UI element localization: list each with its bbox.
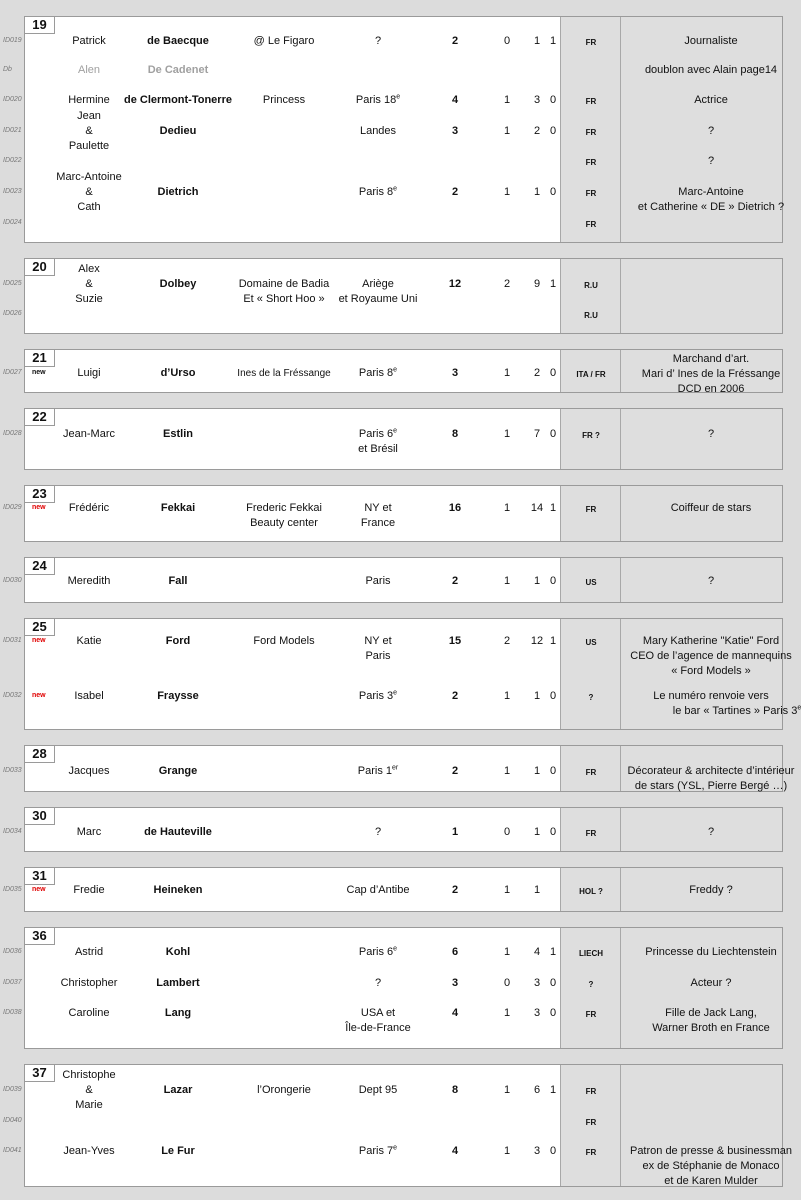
record-id: ID040 <box>3 1117 22 1124</box>
organisation: Domaine de Badia <box>238 278 330 290</box>
count-a: 1 <box>503 884 511 896</box>
note: Décorateur & architecte d’intérieur <box>627 765 795 777</box>
first-name: Hermine <box>68 94 110 106</box>
location-text: Paris 8 <box>358 367 394 379</box>
note-2: ex de Stéphanie de Monaco <box>642 1160 780 1172</box>
count-c: 1 <box>549 946 557 958</box>
count-a: 0 <box>503 35 511 47</box>
record-id: ID029 <box>3 504 22 511</box>
count-a: 0 <box>503 826 511 838</box>
first-name-2: Suzie <box>75 293 103 305</box>
ampersand: & <box>85 186 93 198</box>
record-id: ID025 <box>3 280 22 287</box>
block-number: 36 <box>24 927 55 945</box>
note-2: de stars (YSL, Pierre Bergé …) <box>634 780 788 792</box>
location-text: Paris 1 <box>357 765 393 777</box>
count-c: 1 <box>549 635 557 647</box>
location-text: Paris 6 <box>358 428 394 440</box>
last-name: Lambert <box>156 977 200 989</box>
record-id: ID028 <box>3 430 22 437</box>
location-suffix: er <box>392 764 399 772</box>
count-a: 1 <box>503 186 511 198</box>
location-text: USA et <box>360 1007 396 1019</box>
record-block <box>3 408 783 470</box>
location <box>365 574 390 589</box>
count-c: 0 <box>549 125 557 137</box>
count-total: 4 <box>451 94 459 106</box>
count-c: 0 <box>549 575 557 587</box>
country-code: ? <box>588 980 594 989</box>
note: Freddy ? <box>689 884 733 896</box>
count-a: 1 <box>503 502 511 514</box>
note-3: « Ford Models » <box>671 665 751 677</box>
location-suffix: e <box>393 1144 398 1152</box>
record-id: ID033 <box>3 767 22 774</box>
count-b: 2 <box>533 367 541 379</box>
record-id: ID019 <box>3 37 22 44</box>
count-total: 2 <box>451 884 459 896</box>
block-number: 20 <box>24 258 55 276</box>
location-text: NY et <box>364 635 392 647</box>
country-code: FR <box>585 128 597 137</box>
first-name: Fredie <box>73 884 105 896</box>
count-total: 12 <box>448 278 462 290</box>
location <box>359 1144 397 1159</box>
location-text: Dept 95 <box>358 1084 398 1096</box>
count-c: 0 <box>549 690 557 702</box>
count-c: 0 <box>549 1145 557 1157</box>
country-code: FR <box>585 38 597 47</box>
record-block <box>3 807 783 852</box>
organisation: Frederic Fekkai <box>246 502 322 514</box>
location-text: Paris 6 <box>358 946 394 958</box>
record-block <box>3 867 783 912</box>
note-2: Mari d’ Ines de la Fréssange <box>641 368 781 380</box>
first-name: Meredith <box>67 575 111 587</box>
count-a: 1 <box>503 1007 511 1019</box>
record-id: ID041 <box>3 1147 22 1154</box>
last-name: Dolbey <box>159 278 197 290</box>
count-total: 4 <box>451 1145 459 1157</box>
block-number: 22 <box>24 408 55 426</box>
count-b: 1 <box>533 35 541 47</box>
location-text: Ariège <box>362 278 394 290</box>
count-b: 6 <box>533 1084 541 1096</box>
count-c: 0 <box>549 428 557 440</box>
first-name: Luigi <box>77 367 101 379</box>
country-code: US <box>585 638 597 647</box>
ampersand: & <box>85 278 93 290</box>
count-b: 3 <box>533 1007 541 1019</box>
location <box>358 764 398 779</box>
country-code: FR <box>585 1010 597 1019</box>
note-2: et Catherine « DE » Dietrich ? <box>637 201 785 213</box>
country-code: ? <box>588 693 594 702</box>
block-number: 19 <box>24 16 55 34</box>
country-code: ITA / FR <box>576 370 606 379</box>
count-a: 1 <box>503 575 511 587</box>
count-a: 0 <box>503 977 511 989</box>
record-block <box>3 258 783 334</box>
count-total: 3 <box>451 367 459 379</box>
count-total: 6 <box>451 946 459 958</box>
record-block <box>3 1064 793 1187</box>
first-name-2: Cath <box>77 201 101 213</box>
note: Patron de presse & businessman <box>629 1145 793 1157</box>
organisation: Princess <box>262 94 306 106</box>
location-suffix: e <box>393 185 398 193</box>
note: Acteur ? <box>690 977 732 989</box>
first-name: Christopher <box>60 977 118 989</box>
record-block <box>3 927 783 1049</box>
note: doublon avec Alain page14 <box>644 64 778 76</box>
note-2 <box>673 704 801 719</box>
location-suffix: e <box>393 366 398 374</box>
country-code: FR <box>585 97 597 106</box>
first-name: Isabel <box>74 690 104 702</box>
count-a: 1 <box>503 765 511 777</box>
count-c: 0 <box>549 94 557 106</box>
count-total: 3 <box>451 125 459 137</box>
count-b: 9 <box>533 278 541 290</box>
block-number: 30 <box>24 807 55 825</box>
country-code: R.U <box>584 311 598 320</box>
location-2: et Brésil <box>358 443 398 455</box>
last-name: Estlin <box>163 428 193 440</box>
location-text: Paris 8 <box>358 186 394 198</box>
count-c: 0 <box>549 826 557 838</box>
country-code: FR <box>585 220 597 229</box>
location-suffix: e <box>393 427 398 435</box>
note: Coiffeur de stars <box>670 502 752 514</box>
country-code: FR <box>585 768 597 777</box>
new-flag: new <box>32 692 46 699</box>
count-a: 1 <box>503 1084 511 1096</box>
count-b: 14 <box>530 502 544 514</box>
location-2: Paris <box>365 650 391 662</box>
count-a: 1 <box>503 946 511 958</box>
record-id: ID032 <box>3 692 22 699</box>
country-code: FR <box>585 1118 597 1127</box>
last-name: de Clermont-Tonerre <box>124 94 232 106</box>
count-c: 0 <box>549 186 557 198</box>
count-b: 1 <box>533 575 541 587</box>
count-total: 2 <box>451 690 459 702</box>
location <box>356 93 400 108</box>
count-total: 2 <box>451 575 459 587</box>
location-text: ? <box>374 826 382 838</box>
block-number: 21 <box>24 349 55 367</box>
record-id: ID022 <box>3 157 22 164</box>
block-number: 31 <box>24 867 55 885</box>
block-number: 24 <box>24 557 55 575</box>
count-total: 8 <box>451 428 459 440</box>
first-name: Patrick <box>72 35 106 47</box>
note: Mary Katherine "Katie" Ford <box>642 635 780 647</box>
organisation: l’Orongerie <box>257 1084 311 1096</box>
last-name: de Hauteville <box>144 826 212 838</box>
last-name: Lazar <box>163 1084 193 1096</box>
record-id: ID023 <box>3 188 22 195</box>
location-2: France <box>360 517 396 529</box>
count-c: 1 <box>549 35 557 47</box>
record-block <box>3 16 785 243</box>
last-name: De Cadenet <box>147 64 209 76</box>
note: Marc-Antoine <box>678 186 744 198</box>
country-code: HOL ? <box>579 887 603 896</box>
last-name: Fall <box>168 575 188 587</box>
organisation-2: Et « Short Hoo » <box>243 293 325 305</box>
location <box>364 634 391 649</box>
record-id: ID038 <box>3 1009 22 1016</box>
ampersand: & <box>85 125 93 137</box>
note: Princesse du Liechtenstein <box>645 946 777 958</box>
note: Fille de Jack Lang, <box>665 1007 757 1019</box>
count-c: 0 <box>549 977 557 989</box>
country-code: LIECH <box>579 949 603 958</box>
count-total: 2 <box>451 186 459 198</box>
record-block <box>3 618 801 730</box>
count-a: 1 <box>503 367 511 379</box>
record-id: ID020 <box>3 96 22 103</box>
note-2: CEO de l’agence de mannequins <box>630 650 792 662</box>
note-3: DCD en 2006 <box>677 383 745 395</box>
first-name: Jean-Marc <box>63 428 115 440</box>
note: ? <box>707 575 715 587</box>
first-name: Jean <box>77 110 101 122</box>
count-c: 0 <box>549 765 557 777</box>
count-total: 16 <box>448 502 462 514</box>
note: ? <box>707 125 715 137</box>
country-code: FR ? <box>582 431 600 440</box>
count-c: 1 <box>549 502 557 514</box>
record-id: ID021 <box>3 127 22 134</box>
first-name: Caroline <box>68 1007 110 1019</box>
location-text: NY et <box>364 502 392 514</box>
last-name: de Baecque <box>147 35 209 47</box>
country-code: FR <box>585 1148 597 1157</box>
count-b: 12 <box>530 635 544 647</box>
count-c: 0 <box>549 367 557 379</box>
last-name: Grange <box>158 765 198 777</box>
count-c: 1 <box>549 278 557 290</box>
count-b: 1 <box>533 826 541 838</box>
note: ? <box>707 155 715 167</box>
first-name: Marc-Antoine <box>56 171 122 183</box>
location-2: Île-de-France <box>345 1022 411 1034</box>
record-id: ID035 <box>3 886 22 893</box>
note: Le numéro renvoie vers <box>653 690 769 702</box>
ampersand: & <box>85 1084 93 1096</box>
first-name: Jacques <box>68 765 110 777</box>
count-a: 2 <box>503 278 511 290</box>
count-c: 0 <box>549 1007 557 1019</box>
location <box>347 883 410 898</box>
block-number: 37 <box>24 1064 55 1082</box>
record-id: ID039 <box>3 1086 22 1093</box>
country-code: FR <box>585 189 597 198</box>
block-number: 25 <box>24 618 55 636</box>
country-code: R.U <box>584 281 598 290</box>
note: ? <box>707 826 715 838</box>
note: Journaliste <box>684 35 738 47</box>
last-name: d’Urso <box>160 367 196 379</box>
note: ? <box>707 428 715 440</box>
count-b: 1 <box>533 186 541 198</box>
organisation: @ Le Figaro <box>253 35 315 47</box>
count-b: 4 <box>533 946 541 958</box>
country-code: FR <box>585 505 597 514</box>
location <box>361 1006 395 1021</box>
count-b: 3 <box>533 977 541 989</box>
count-a: 1 <box>503 1145 511 1157</box>
count-a: 2 <box>503 635 511 647</box>
count-a: 1 <box>503 94 511 106</box>
count-c: 1 <box>549 1084 557 1096</box>
note: Actrice <box>694 94 728 106</box>
location <box>359 366 397 381</box>
new-flag: new <box>32 886 46 893</box>
location-2: et Royaume Uni <box>338 293 418 305</box>
count-total: 3 <box>451 977 459 989</box>
record-block <box>3 349 783 395</box>
note-3: et de Karen Mulder <box>664 1175 758 1187</box>
new-flag: new <box>32 504 46 511</box>
first-name: Alex <box>78 263 100 275</box>
new-flag: new <box>32 637 46 644</box>
location <box>359 427 397 442</box>
count-a: 1 <box>503 428 511 440</box>
location <box>362 277 394 292</box>
last-name: Lang <box>164 1007 192 1019</box>
record-id: ID034 <box>3 828 22 835</box>
location-text: Paris <box>365 575 391 587</box>
record-block <box>3 745 795 792</box>
count-total: 4 <box>451 1007 459 1019</box>
location <box>359 689 397 704</box>
count-b: 2 <box>533 125 541 137</box>
record-block <box>3 557 783 603</box>
first-name: Frédéric <box>68 502 110 514</box>
location <box>364 501 391 516</box>
count-total: 15 <box>448 635 462 647</box>
organisation: Ines de la Fréssange <box>237 368 331 379</box>
record-id: ID031 <box>3 637 22 644</box>
record-block <box>3 485 783 542</box>
location <box>375 34 381 49</box>
count-total: 1 <box>451 826 459 838</box>
last-name: Heineken <box>153 884 203 896</box>
count-a: 1 <box>503 125 511 137</box>
first-name: Alen <box>77 64 101 76</box>
location-suffix: e <box>393 689 398 697</box>
first-name: Christophe <box>62 1069 116 1081</box>
record-id: ID026 <box>3 310 22 317</box>
location-text: Paris 3 <box>358 690 394 702</box>
location-text: Landes <box>359 125 397 137</box>
location-text: Paris 18 <box>355 94 397 106</box>
location <box>359 945 397 960</box>
country-code: FR <box>585 1087 597 1096</box>
last-name: Ford <box>165 635 191 647</box>
first-name: Astrid <box>74 946 104 958</box>
first-name: Marc <box>76 826 102 838</box>
location-text: Cap d’Antibe <box>346 884 410 896</box>
location <box>359 185 397 200</box>
new-flag: new <box>32 369 46 376</box>
count-b: 1 <box>533 690 541 702</box>
note: Marchand d’art. <box>672 353 750 365</box>
last-name: Dietrich <box>157 186 199 198</box>
record-id: ID024 <box>3 219 22 226</box>
record-id: ID037 <box>3 979 22 986</box>
first-name-2: Paulette <box>68 140 110 152</box>
last-name: Fekkai <box>160 502 196 514</box>
location <box>375 976 381 991</box>
first-name-2: Marie <box>75 1099 103 1111</box>
first-name: Katie <box>76 635 102 647</box>
organisation: Ford Models <box>253 635 315 647</box>
first-name: Jean-Yves <box>63 1145 115 1157</box>
count-b: 3 <box>533 1145 541 1157</box>
record-id: ID027 <box>3 369 22 376</box>
count-a: 1 <box>503 690 511 702</box>
note-2: Warner Broth en France <box>652 1022 770 1034</box>
count-b: 3 <box>533 94 541 106</box>
record-id: ID030 <box>3 577 22 584</box>
block-number: 23 <box>24 485 55 503</box>
record-id: Db <box>3 66 12 73</box>
record-id: ID036 <box>3 948 22 955</box>
country-code: FR <box>585 158 597 167</box>
location-text: ? <box>374 35 382 47</box>
location-text: Paris 7 <box>358 1145 394 1157</box>
note-2-suffix: e <box>797 704 801 712</box>
count-b: 1 <box>533 884 541 896</box>
organisation-2: Beauty center <box>250 517 318 529</box>
last-name: Dedieu <box>159 125 197 137</box>
location <box>359 1083 398 1098</box>
location-suffix: e <box>396 93 401 101</box>
count-b: 7 <box>533 428 541 440</box>
last-name: Kohl <box>165 946 191 958</box>
last-name: Fraysse <box>157 690 199 702</box>
block-number: 28 <box>24 745 55 763</box>
last-name: Le Fur <box>161 1145 195 1157</box>
count-total: 2 <box>451 35 459 47</box>
location <box>375 825 381 840</box>
count-total: 8 <box>451 1084 459 1096</box>
count-b: 1 <box>533 765 541 777</box>
count-total: 2 <box>451 765 459 777</box>
country-code: FR <box>585 829 597 838</box>
location-suffix: e <box>393 945 398 953</box>
country-code: US <box>585 578 597 587</box>
note-2-text: le bar « Tartines » Paris 3 <box>672 705 798 717</box>
location-text: ? <box>374 977 382 989</box>
location <box>360 124 396 139</box>
